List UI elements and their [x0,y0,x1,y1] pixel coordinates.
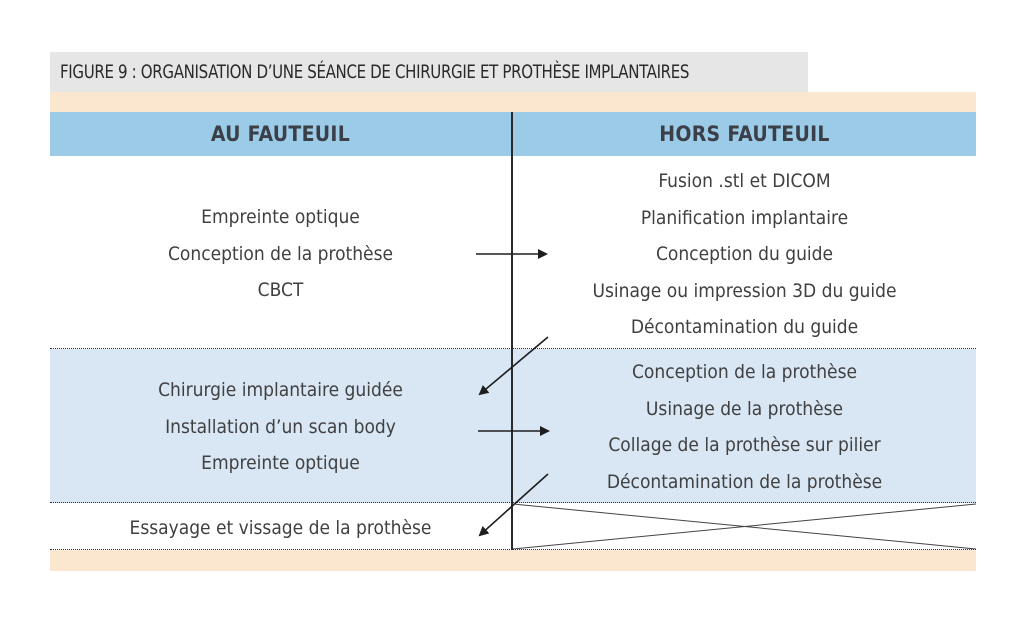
row-2-left-item: Chirurgie implantaire guidée [158,379,403,401]
row-3-left-item: Essayage et vissage de la prothèse [129,517,432,539]
row-1-right-item: Fusion .stl et DICOM [658,170,831,192]
figure-title: FIGURE 9 : ORGANISATION D’UNE SÉANCE DE CHIRURGIE ET PROTHÈSE IMPLANTAIRES [60,61,690,83]
row-2-left-item: Installation d’un scan body [165,415,396,438]
header-au-fauteuil: AU FAUTEUIL [210,122,351,146]
row-1-right-item: Décontamination du guide [630,316,859,338]
row-1-right-item: Conception du guide [655,243,834,265]
row-2-right-item: Décontamination de la prothèse [606,470,883,493]
header-hors-fauteuil: HORS FAUTEUIL [659,122,830,146]
row-1-right-item: Planification implantaire [640,206,849,229]
row-1-left-item: Empreinte optique [201,206,360,228]
row-1-left-item: Conception de la prothèse [167,242,394,265]
row-2-right-item: Conception de la prothèse [631,361,858,383]
row-1-right-item: Usinage ou impression 3D du guide [592,279,897,302]
row-2-right-item: Collage de la prothèse sur pilier [608,434,881,456]
row-2-right-item: Usinage de la prothèse [645,397,844,420]
row-2-left-item: Empreinte optique [201,452,360,474]
row-1-left-item: CBCT [257,279,304,301]
arrow-guide-to-chirurgie [480,337,548,394]
